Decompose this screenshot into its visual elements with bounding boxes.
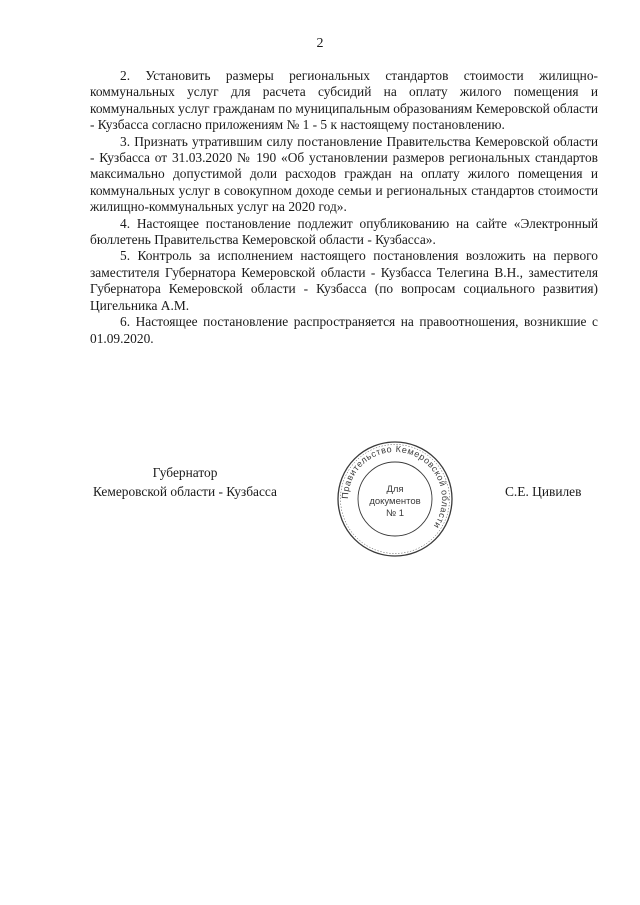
paragraph-4: 4. Настоящее постановление подлежит опубликованию на сайте «Электронный бюллетень Правительства Кемеровской области - Кузбасса». bbox=[90, 215, 598, 248]
signature-title-line2: Кемеровской области - Кузбасса bbox=[93, 484, 277, 499]
paragraph-3: 3. Признать утратившим силу постановление Правительства Кемеровской области - Кузбасса от 31.03.2020 № 190 «Об установлении размеров региональных стандартов максимально допустимой доли расходов граждан на оплату жилого помещения и коммунальных услуг в совокупном доходе семьи и региональных стандартов стоимости жилищно-коммунальных услуг на 2020 год». bbox=[90, 133, 598, 215]
stamp-center-line1: Для bbox=[386, 484, 404, 495]
stamp-center-line2: документов bbox=[369, 496, 421, 507]
paragraph-2: 2. Установить размеры региональных стандартов стоимости жилищно-коммунальных услуг для расчета субсидий на оплату жилого помещения и коммунальных услуг гражданам по муниципальным образованиям Кемеровской области - Кузбасса согласно приложениям № 1 - 5 к настоящему постановлению. bbox=[90, 68, 598, 133]
document-body bbox=[90, 68, 598, 347]
signature-title-line1: Губернатор bbox=[152, 465, 218, 480]
paragraph-6: 6. Настоящее постановление распространяется на правоотношения, возникшие с 01.09.2020. bbox=[90, 314, 598, 346]
stamp-ring-text: Правительство Кемеровской области bbox=[339, 443, 451, 531]
signature-title bbox=[90, 463, 280, 501]
page-number: 2 bbox=[316, 36, 324, 51]
stamp-center-line3: № 1 bbox=[385, 508, 405, 519]
paragraph-5: 5. Контроль за исполнением настоящего постановления возложить на первого заместителя Губернатора Кемеровской области - Кузбасса Телегина В.Н., заместителя Губернатора Кемеровской области - Кузбасса (по вопросам социального развития) Цигельника А.М. bbox=[90, 248, 598, 313]
signature-name: С.Е. Цивилев bbox=[505, 484, 582, 499]
official-seal-stamp bbox=[335, 439, 455, 559]
